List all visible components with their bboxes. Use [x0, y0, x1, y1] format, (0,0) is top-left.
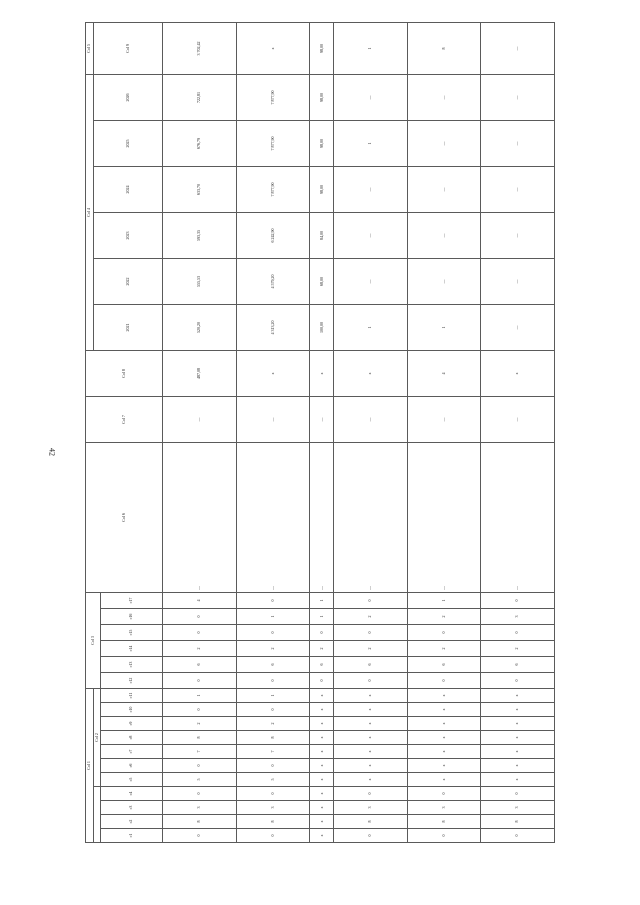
code-cell: 6 [310, 656, 334, 672]
code-cell: 2 [481, 640, 555, 656]
code-cell: 0 [310, 672, 334, 688]
code-cell: 0 [236, 828, 310, 842]
header-code-col: c11 [101, 688, 163, 702]
row-fact: 487,08 [163, 350, 237, 396]
code-cell: 1 [163, 688, 237, 702]
code-cell: x [310, 716, 334, 730]
row-name: — [163, 442, 237, 592]
code-cell: 2 [236, 640, 310, 656]
code-cell: 5 [236, 772, 310, 786]
page-number: 42 [47, 448, 57, 456]
code-cell: 0 [334, 624, 408, 640]
code-cell: 3 [481, 800, 555, 814]
code-cell: 3 [163, 800, 237, 814]
code-cell: 0 [236, 786, 310, 800]
row-year-value: 4 313,20 [236, 304, 310, 350]
code-cell: x [310, 702, 334, 716]
table-row [236, 22, 310, 842]
program-table [85, 21, 555, 842]
row-unit: — [163, 396, 237, 442]
header-code-col: c12 [101, 672, 163, 688]
row-year-value: — [334, 212, 408, 258]
row-target: — [481, 22, 555, 74]
header-year-3: 2023 [93, 212, 163, 258]
code-cell: 0 [481, 624, 555, 640]
row-year-value: 676,79 [163, 120, 237, 166]
code-cell: 6 [407, 656, 481, 672]
code-cell: 0 [236, 672, 310, 688]
row-year-value: 100,00 [310, 304, 334, 350]
header-code-col: c14 [101, 640, 163, 656]
row-year-value: — [334, 74, 408, 120]
code-cell: 6 [163, 656, 237, 672]
code-cell: x [481, 716, 555, 730]
table-row [481, 22, 555, 842]
row-year-value: 593,35 [163, 212, 237, 258]
row-target: 1 [334, 22, 408, 74]
table-row [163, 22, 237, 842]
code-cell: 0 [407, 786, 481, 800]
row-fact: x [236, 350, 310, 396]
code-cell: 8 [407, 814, 481, 828]
header-year-1: 2021 [93, 304, 163, 350]
header-years-group: Col 4 [86, 74, 94, 350]
row-year-value: 84,00 [310, 212, 334, 258]
code-cell: 0 [236, 624, 310, 640]
code-cell: x [481, 702, 555, 716]
code-cell: 4 [163, 592, 237, 608]
row-fact: x [310, 350, 334, 396]
header-code-col: c15 [101, 624, 163, 640]
code-cell: 0 [334, 786, 408, 800]
code-cell: 0 [407, 672, 481, 688]
row-year-value: — [407, 166, 481, 212]
code-cell: 0 [163, 608, 237, 624]
code-cell: 8 [236, 730, 310, 744]
code-cell: 8 [334, 814, 408, 828]
row-name: — [236, 442, 310, 592]
code-cell: 0 [236, 592, 310, 608]
code-cell: 3 [481, 608, 555, 624]
row-year-value: — [407, 212, 481, 258]
code-cell: x [310, 772, 334, 786]
row-year-value: 6 242,90 [236, 212, 310, 258]
header-code-col: c6 [101, 758, 163, 772]
code-cell: x [334, 744, 408, 758]
header-year-6: 2026 [93, 74, 163, 120]
header-target-sub: Col 9 [93, 22, 163, 74]
code-cell: 7 [236, 744, 310, 758]
row-unit: — [236, 396, 310, 442]
code-cell: 8 [481, 814, 555, 828]
header-unit: Col 7 [86, 396, 163, 442]
row-year-value: 722,81 [163, 74, 237, 120]
code-cell: 0 [163, 672, 237, 688]
code-cell: x [334, 730, 408, 744]
code-cell: 1 [236, 608, 310, 624]
header-code-col: c5 [101, 772, 163, 786]
row-year-value: 7 877,90 [236, 166, 310, 212]
header-code-col: c7 [101, 744, 163, 758]
code-cell: 0 [163, 758, 237, 772]
row-year-value: 7 877,90 [236, 74, 310, 120]
code-cell: 1 [310, 592, 334, 608]
code-cell: x [407, 702, 481, 716]
code-cell: 0 [481, 592, 555, 608]
row-year-value: — [407, 258, 481, 304]
row-name: — [407, 442, 481, 592]
row-year-value: 98,00 [310, 166, 334, 212]
code-cell: 6 [481, 656, 555, 672]
row-year-value: 7 877,90 [236, 120, 310, 166]
header-code-col: c1 [101, 828, 163, 842]
code-cell: 1 [236, 688, 310, 702]
code-cell: 2 [407, 608, 481, 624]
header-code-col: c13 [101, 656, 163, 672]
code-cell: 0 [163, 624, 237, 640]
code-cell: 2 [334, 608, 408, 624]
code-cell: x [310, 730, 334, 744]
header-code-col: c9 [101, 716, 163, 730]
row-year-value: 98,00 [310, 74, 334, 120]
code-cell: x [310, 758, 334, 772]
header-year-2: 2022 [93, 258, 163, 304]
row-fact: 4 [407, 350, 481, 396]
code-cell: 2 [407, 640, 481, 656]
code-cell: x [481, 758, 555, 772]
code-cell: 3 [334, 800, 408, 814]
code-cell: 7 [163, 744, 237, 758]
code-cell: 8 [163, 814, 237, 828]
code-cell: x [334, 772, 408, 786]
code-cell: x [481, 744, 555, 758]
header-year-5: 2025 [93, 120, 163, 166]
row-fact: x [481, 350, 555, 396]
row-year-value: — [481, 212, 555, 258]
code-cell: x [407, 758, 481, 772]
header-additional-group: Col 3 [86, 592, 101, 688]
row-year-value: 1 [334, 304, 408, 350]
header-code-col: c17 [101, 592, 163, 608]
code-cell: 0 [334, 672, 408, 688]
code-cell: x [481, 772, 555, 786]
row-year-value: — [481, 166, 555, 212]
code-cell: x [334, 688, 408, 702]
row-year-value: — [481, 120, 555, 166]
table-row [310, 22, 334, 842]
code-cell: 2 [163, 640, 237, 656]
code-cell: 5 [163, 772, 237, 786]
row-target: 98,00 [310, 22, 334, 74]
code-cell: 1 [310, 608, 334, 624]
code-cell: 0 [407, 828, 481, 842]
row-name: — [310, 442, 334, 592]
row-year-value: 1 [334, 120, 408, 166]
code-cell: x [407, 688, 481, 702]
table-wrapper [85, 40, 555, 843]
code-cell: 0 [334, 828, 408, 842]
code-cell: 2 [310, 640, 334, 656]
code-cell: 0 [481, 828, 555, 842]
code-cell: x [310, 800, 334, 814]
row-target: 8 [407, 22, 481, 74]
code-cell: 0 [481, 672, 555, 688]
header-code-col: c2 [101, 814, 163, 828]
code-cell: 2 [236, 716, 310, 730]
code-cell: 0 [481, 786, 555, 800]
row-year-value: — [481, 304, 555, 350]
code-cell: x [407, 744, 481, 758]
row-fact: x [334, 350, 408, 396]
row-unit: — [334, 396, 408, 442]
code-cell: x [310, 688, 334, 702]
code-cell: x [481, 730, 555, 744]
row-year-value: 555,53 [163, 258, 237, 304]
code-cell: 0 [236, 702, 310, 716]
header-target: Col 5 [86, 22, 94, 74]
row-year-value: — [334, 258, 408, 304]
row-year-value: 4 579,20 [236, 258, 310, 304]
code-cell: x [334, 758, 408, 772]
code-cell: 8 [163, 730, 237, 744]
code-cell: x [310, 786, 334, 800]
row-name: — [334, 442, 408, 592]
row-year-value: 520,20 [163, 304, 237, 350]
row-year-value: — [481, 74, 555, 120]
row-target: 3 702,42 [163, 22, 237, 74]
header-name: Col 6 [86, 442, 163, 592]
row-target: x [236, 22, 310, 74]
code-cell: x [310, 744, 334, 758]
row-name: — [481, 442, 555, 592]
code-cell: 6 [236, 656, 310, 672]
code-cell: 3 [407, 800, 481, 814]
code-cell: 6 [334, 656, 408, 672]
code-cell: 0 [163, 786, 237, 800]
row-unit: — [407, 396, 481, 442]
code-cell: x [310, 814, 334, 828]
header-code-col: c4 [101, 786, 163, 800]
code-cell: 2 [334, 640, 408, 656]
code-cell: 0 [334, 592, 408, 608]
row-year-value: 98,00 [310, 120, 334, 166]
header-budget-sub: Col 2 [93, 688, 101, 786]
code-cell: x [334, 702, 408, 716]
row-year-value: — [407, 74, 481, 120]
row-year-value: — [407, 120, 481, 166]
code-cell: 0 [310, 624, 334, 640]
code-cell: 2 [163, 716, 237, 730]
code-cell: 3 [236, 800, 310, 814]
code-cell: x [407, 772, 481, 786]
row-year-value: — [481, 258, 555, 304]
code-cell: x [407, 716, 481, 730]
row-year-value: — [334, 166, 408, 212]
header-budget-blank [93, 786, 101, 842]
code-cell: 0 [407, 624, 481, 640]
code-cell: 8 [236, 814, 310, 828]
table-row [407, 22, 481, 842]
header-budget-group: Col 1 [86, 688, 94, 842]
row-year-value: 1 [407, 304, 481, 350]
header-code-col: c16 [101, 608, 163, 624]
code-cell: x [407, 730, 481, 744]
code-cell: 0 [163, 828, 237, 842]
header-year-4: 2024 [93, 166, 163, 212]
row-year-value: 633,70 [163, 166, 237, 212]
table-row [334, 22, 408, 842]
code-cell: 0 [236, 758, 310, 772]
header-code-col: c10 [101, 702, 163, 716]
code-cell: x [310, 828, 334, 842]
row-unit: — [481, 396, 555, 442]
code-cell: x [334, 716, 408, 730]
code-cell: x [481, 688, 555, 702]
row-unit: — [310, 396, 334, 442]
code-cell: 0 [163, 702, 237, 716]
row-year-value: 68,00 [310, 258, 334, 304]
header-code-col: c8 [101, 730, 163, 744]
code-cell: 1 [407, 592, 481, 608]
header-fact: Col 8 [86, 350, 163, 396]
header-code-col: c3 [101, 800, 163, 814]
